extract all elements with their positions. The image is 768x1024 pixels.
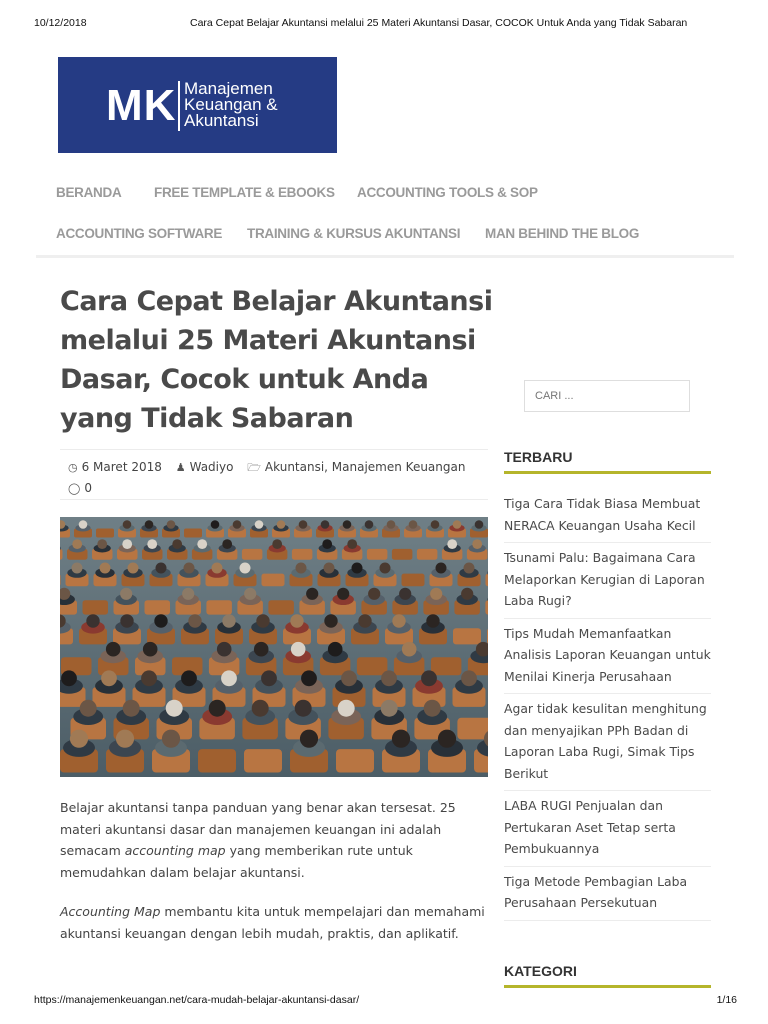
audience-head	[166, 700, 183, 717]
audience-head	[368, 588, 380, 600]
audience-head	[172, 539, 182, 549]
post-date	[68, 457, 162, 478]
print-url: https://manajemenkeuangan.net/cara-mudah-belajar-akuntansi-dasar/	[34, 994, 360, 1006]
meta-divider-bottom	[60, 499, 488, 500]
auditorium-seat	[367, 549, 388, 560]
auditorium-seat	[357, 657, 388, 675]
post-comments[interactable]	[68, 478, 92, 499]
auditorium-seat	[457, 718, 488, 740]
audience-head	[79, 520, 88, 529]
logo-line-1: Manajemen	[184, 79, 273, 98]
audience-head	[352, 563, 363, 574]
audience-head	[100, 563, 111, 574]
recent-post-link[interactable]: Agar tidak kesulitan menghitung dan menyajikan PPh Badan di Laporan Laba Rugi, Simak Tips Berikut	[504, 701, 707, 781]
audience-head	[86, 614, 99, 627]
auditorium-seat	[262, 574, 285, 587]
audience-head	[431, 520, 440, 529]
audience-head	[252, 700, 269, 717]
audience-head	[116, 730, 134, 748]
audience-head	[399, 588, 411, 600]
audience-head	[461, 670, 477, 686]
audience-head	[381, 700, 398, 717]
search-input[interactable]	[524, 380, 690, 412]
audience-head	[240, 563, 251, 574]
print-footer	[0, 994, 768, 1008]
audience-head	[453, 520, 462, 529]
featured-image-art	[60, 517, 488, 777]
list-item	[504, 619, 711, 695]
auditorium-seat	[184, 529, 202, 538]
auditorium-seat	[402, 574, 425, 587]
audience-head	[430, 588, 442, 600]
post-author-text[interactable]: Wadiyo	[189, 460, 234, 474]
audience-head	[70, 730, 88, 748]
nav-item-accounting-software[interactable]: ACCOUNTING SOFTWARE	[56, 226, 223, 241]
audience-head	[182, 588, 194, 600]
audience-head	[341, 670, 357, 686]
auditorium-seat	[60, 549, 63, 560]
audience-head	[301, 670, 317, 686]
audience-head	[409, 520, 418, 529]
audience-head	[197, 539, 207, 549]
audience-head	[324, 614, 337, 627]
comment-icon: ◯	[68, 482, 81, 495]
audience-head	[421, 670, 437, 686]
post-paragraph-2	[60, 901, 490, 944]
audience-head	[343, 520, 352, 529]
audience-head	[143, 642, 158, 657]
paragraph-1-emphasis: accounting map	[124, 843, 226, 858]
audience-head	[255, 520, 264, 529]
auditorium-seat	[292, 549, 313, 560]
print-date: 10/12/2018	[34, 17, 87, 29]
print-header	[0, 17, 768, 31]
audience-head	[222, 539, 232, 549]
audience-head	[296, 563, 307, 574]
post-comments-count[interactable]: 0	[84, 481, 92, 495]
recent-posts-title: TERBARU	[504, 449, 573, 465]
audience-head	[61, 670, 77, 686]
audience-head	[328, 642, 343, 657]
audience-head	[424, 700, 441, 717]
site-logo[interactable]	[58, 57, 337, 153]
featured-image	[60, 517, 488, 777]
recent-posts-underline	[504, 471, 711, 474]
list-item	[504, 489, 711, 543]
audience-head	[300, 730, 318, 748]
auditorium-seat	[417, 549, 438, 560]
audience-head	[123, 520, 132, 529]
audience-head	[256, 614, 269, 627]
post-categories-text[interactable]: Akuntansi, Manajemen Keuangan	[264, 460, 466, 474]
audience-head	[184, 563, 195, 574]
audience-head	[72, 563, 83, 574]
audience-head	[154, 614, 167, 627]
categories-underline	[504, 985, 711, 988]
audience-head	[392, 614, 405, 627]
auditorium-seat	[392, 549, 413, 560]
auditorium-seat	[206, 600, 232, 614]
audience-head	[380, 563, 391, 574]
audience-head	[291, 642, 306, 657]
audience-head	[211, 520, 220, 529]
audience-head	[80, 700, 97, 717]
logo-line-3: Akuntansi	[184, 111, 259, 130]
audience-head	[438, 730, 456, 748]
audience-head	[358, 614, 371, 627]
audience-head	[365, 520, 374, 529]
paragraph-2-text: membantu kita untuk mempelajari dan memahami akuntansi keuangan dengan lebih mudah, praktis, dan aplikatif.	[60, 904, 485, 941]
nav-item-beranda[interactable]: BERANDA	[56, 185, 122, 200]
list-item	[504, 694, 711, 791]
nav-item-training-kursus[interactable]: TRAINING & KURSUS AKUNTANSI	[247, 226, 461, 241]
auditorium-seat	[486, 574, 489, 587]
audience-head	[72, 539, 82, 549]
audience-head	[338, 700, 355, 717]
audience-head	[402, 642, 417, 657]
nav-divider	[36, 255, 734, 258]
paragraph-1-text-b: yang memberikan rute untuk memudahkan dalam belajar akuntansi.	[60, 843, 413, 880]
post-title: Cara Cepat Belajar Akuntansi melalui 25 Materi Akuntansi Dasar, Cocok untuk Anda yang Tidak Sabaran	[60, 286, 493, 434]
recent-post-link[interactable]: LABA RUGI Penjualan dan Pertukaran Aset Tetap serta Pembukuannya	[504, 798, 676, 856]
post-categories[interactable]	[247, 457, 465, 478]
audience-head	[120, 588, 132, 600]
audience-head	[120, 614, 133, 627]
audience-head	[306, 588, 318, 600]
audience-head	[290, 614, 303, 627]
auditorium-seat	[198, 749, 236, 772]
audience-head	[347, 539, 357, 549]
audience-head	[222, 614, 235, 627]
audience-head	[321, 520, 330, 529]
auditorium-seat	[431, 657, 462, 675]
logo-divider	[178, 81, 180, 131]
audience-head	[272, 539, 282, 549]
auditorium-seat	[336, 749, 374, 772]
audience-head	[209, 700, 226, 717]
audience-head	[128, 563, 139, 574]
audience-head	[254, 642, 269, 657]
list-item	[504, 791, 711, 867]
auditorium-seat	[83, 600, 109, 614]
nav-item-free-template-ebooks[interactable]: FREE TEMPLATE & EBOOKS	[154, 185, 335, 200]
logo-line-2: Keuangan &	[184, 95, 278, 114]
audience-head	[123, 700, 140, 717]
audience-head	[244, 588, 256, 600]
audience-head	[233, 520, 242, 529]
print-page-title: Cara Cepat Belajar Akuntansi melalui 25 Materi Akuntansi Dasar, COCOK Untuk Anda yang Tidak Sabaran	[190, 17, 688, 29]
audience-head	[324, 563, 335, 574]
logo-initials: MK	[106, 81, 177, 130]
audience-head	[188, 614, 201, 627]
post-date-text: 6 Maret 2018	[81, 460, 162, 474]
clock-icon: ◷	[68, 461, 78, 474]
auditorium-seat	[242, 549, 263, 560]
user-icon: ♟	[175, 461, 186, 474]
audience-head	[337, 588, 349, 600]
recent-post-link[interactable]: Tsunami Palu: Bagaimana Cara Melaporkan Kerugian di Laporan Laba Rugi?	[504, 550, 705, 608]
audience-head	[381, 670, 397, 686]
audience-head	[212, 563, 223, 574]
post-content	[60, 797, 490, 962]
audience-head	[261, 670, 277, 686]
logo-wordmark	[184, 81, 278, 129]
audience-head	[436, 563, 447, 574]
audience-head	[181, 670, 197, 686]
post-author[interactable]	[176, 457, 234, 478]
audience-head	[162, 730, 180, 748]
list-item	[504, 867, 711, 921]
audience-head	[475, 520, 484, 529]
audience-head	[97, 539, 107, 549]
meta-divider-top	[60, 449, 488, 450]
post-paragraph-1	[60, 797, 490, 883]
auditorium-seat	[96, 529, 114, 538]
audience-head	[122, 539, 132, 549]
audience-head	[277, 520, 286, 529]
audience-head	[295, 700, 312, 717]
auditorium-seat	[268, 600, 294, 614]
list-item	[504, 543, 711, 619]
audience-head	[299, 520, 308, 529]
audience-head	[322, 539, 332, 549]
categories-title: KATEGORI	[504, 963, 577, 979]
audience-head	[156, 563, 167, 574]
audience-head	[221, 670, 237, 686]
print-page-number: 1/16	[716, 994, 737, 1006]
recent-post-link[interactable]: Tips Mudah Memanfaatkan Analisis Laporan Keuangan untuk Menilai Kinerja Perusahaan	[504, 625, 711, 684]
audience-head	[447, 539, 457, 549]
auditorium-seat	[487, 628, 488, 644]
audience-head	[472, 539, 482, 549]
audience-head	[167, 520, 176, 529]
paragraph-1-text-a: Belajar akuntansi tanpa panduan yang benar akan tersesat. 25 materi akuntansi dasar dan manajemen keuangan ini adalah semacam	[60, 800, 456, 858]
recent-post-link[interactable]: Tiga Cara Tidak Biasa Membuat NERACA Keuangan Usaha Kecil	[504, 496, 701, 533]
folder-icon: 🗁	[247, 461, 261, 474]
audience-head	[106, 642, 121, 657]
audience-head	[145, 520, 154, 529]
auditorium-seat	[485, 600, 488, 614]
audience-head	[426, 614, 439, 627]
paragraph-2-emphasis: Accounting Map	[60, 904, 161, 919]
audience-head	[101, 670, 117, 686]
nav-item-accounting-tools-sop[interactable]: ACCOUNTING TOOLS & SOP	[357, 185, 538, 200]
auditorium-seat	[244, 749, 282, 772]
nav-item-man-behind-the-blog[interactable]: MAN BEHIND THE BLOG	[485, 226, 640, 241]
post-meta	[68, 457, 488, 499]
auditorium-seat	[453, 628, 481, 644]
recent-posts-list	[504, 489, 711, 921]
auditorium-seat	[145, 600, 171, 614]
audience-head	[387, 520, 396, 529]
audience-head	[141, 670, 157, 686]
audience-head	[464, 563, 475, 574]
audience-head	[461, 588, 473, 600]
audience-head	[147, 539, 157, 549]
audience-head	[392, 730, 410, 748]
audience-head	[217, 642, 232, 657]
recent-post-link[interactable]: Tiga Metode Pembagian Laba Perusahaan Persekutuan	[504, 873, 688, 910]
